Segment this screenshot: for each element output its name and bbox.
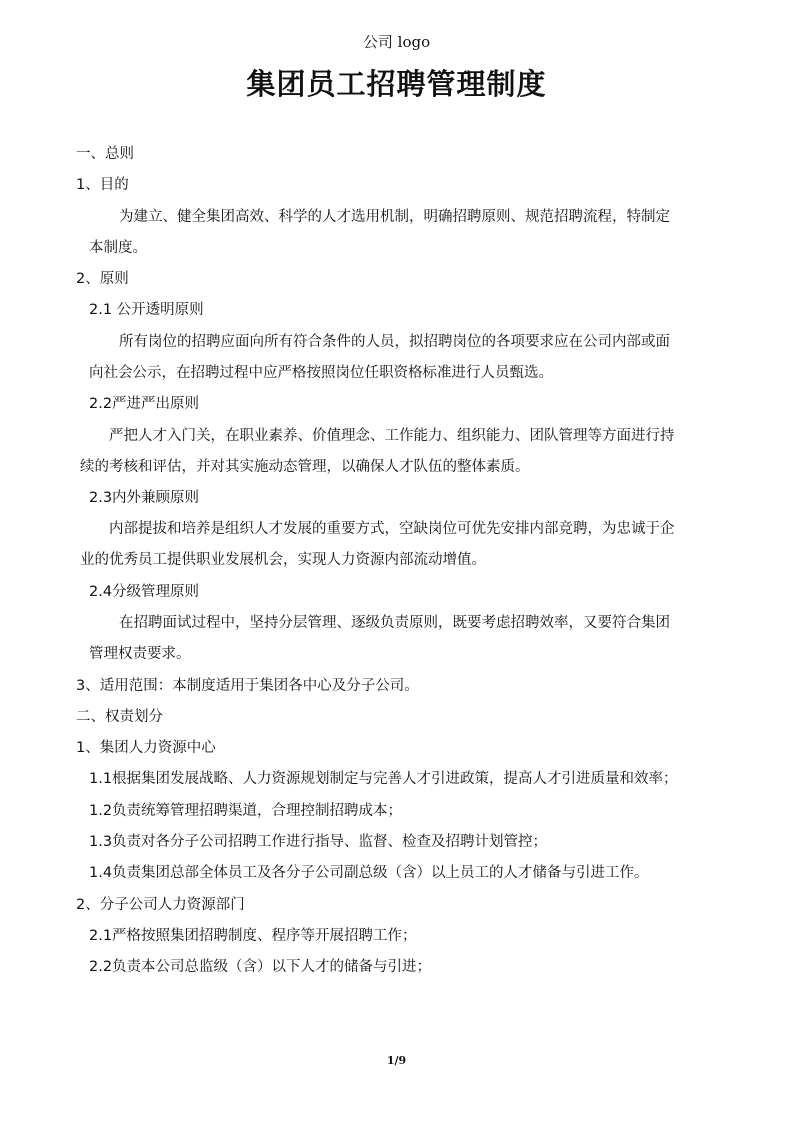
- list-item: 1.4负责集团总部全体员工及各分子公司副总级（含）以上员工的人才储备与引进工作。: [89, 865, 649, 881]
- paragraph-line: 业的优秀员工提供职业发展机会，实现人力资源内部流动增值。: [80, 552, 486, 568]
- paragraph-line: 管理权责要求。: [89, 646, 191, 662]
- paragraph-line: 所有岗位的招聘应面向所有符合条件的人员，拟招聘岗位的各项要求应在公司内部或面: [119, 334, 670, 350]
- list-item: 1.1根据集团发展战略、人力资源规划制定与完善人才引进政策，提高人才引进质量和效率；: [89, 771, 678, 787]
- section-heading-responsibilities: 二、权责划分: [76, 709, 163, 725]
- subheading-tiered: 2.4分级管理原则: [89, 584, 200, 600]
- subheading-subsidiary-hr: 2、分子公司人力资源部门: [76, 897, 245, 913]
- list-item: 2.2负责本公司总监级（含）以下人才的储备与引进；: [89, 959, 432, 975]
- paragraph-line: 严把人才入门关，在职业素养、价值理念、工作能力、组织能力、团队管理等方面进行持: [109, 428, 675, 444]
- paragraph-line: 本制度。: [89, 240, 147, 256]
- paragraph-line: 续的考核和评估，并对其实施动态管理，以确保人才队伍的整体素质。: [80, 459, 530, 475]
- company-logo-text: 公司 logo: [362, 33, 431, 51]
- section-heading-general: 一、总则: [76, 146, 134, 162]
- subheading-group-hr: 1、集团人力资源中心: [76, 740, 216, 756]
- subheading-internal-external: 2.3内外兼顾原则: [89, 490, 200, 506]
- document-title: 集团员工招聘管理制度: [246, 67, 547, 101]
- subheading-transparency: 2.1 公开透明原则: [89, 302, 204, 318]
- subheading-principles: 2、原则: [76, 271, 129, 287]
- list-item: 1.3负责对各分子公司招聘工作进行指导、监督、检查及招聘计划管控；: [89, 834, 548, 850]
- paragraph-line: 向社会公示，在招聘过程中应严格按照岗位任职资格标准进行人员甄选。: [89, 365, 553, 381]
- subheading-strict: 2.2严进严出原则: [89, 396, 200, 412]
- subheading-purpose: 1、目的: [76, 177, 129, 193]
- paragraph-line: 内部提拔和培养是组织人才发展的重要方式，空缺岗位可优先安排内部竞聘，为忠诚于企: [109, 521, 675, 537]
- list-item: 1.2负责统筹管理招聘渠道，合理控制招聘成本；: [89, 803, 403, 819]
- list-item: 2.1严格按照集团招聘制度、程序等开展招聘工作；: [89, 928, 417, 944]
- paragraph-line: 在招聘面试过程中，坚持分层管理、逐级负责原则，既要考虑招聘效率，又要符合集团: [119, 615, 670, 631]
- subheading-scope: 3、适用范围：本制度适用于集团各中心及分子公司。: [76, 678, 419, 694]
- paragraph-line: 为建立、健全集团高效、科学的人才选用机制，明确招聘原则、规范招聘流程，特制定: [119, 209, 670, 225]
- page-number: 1/9: [386, 1054, 407, 1067]
